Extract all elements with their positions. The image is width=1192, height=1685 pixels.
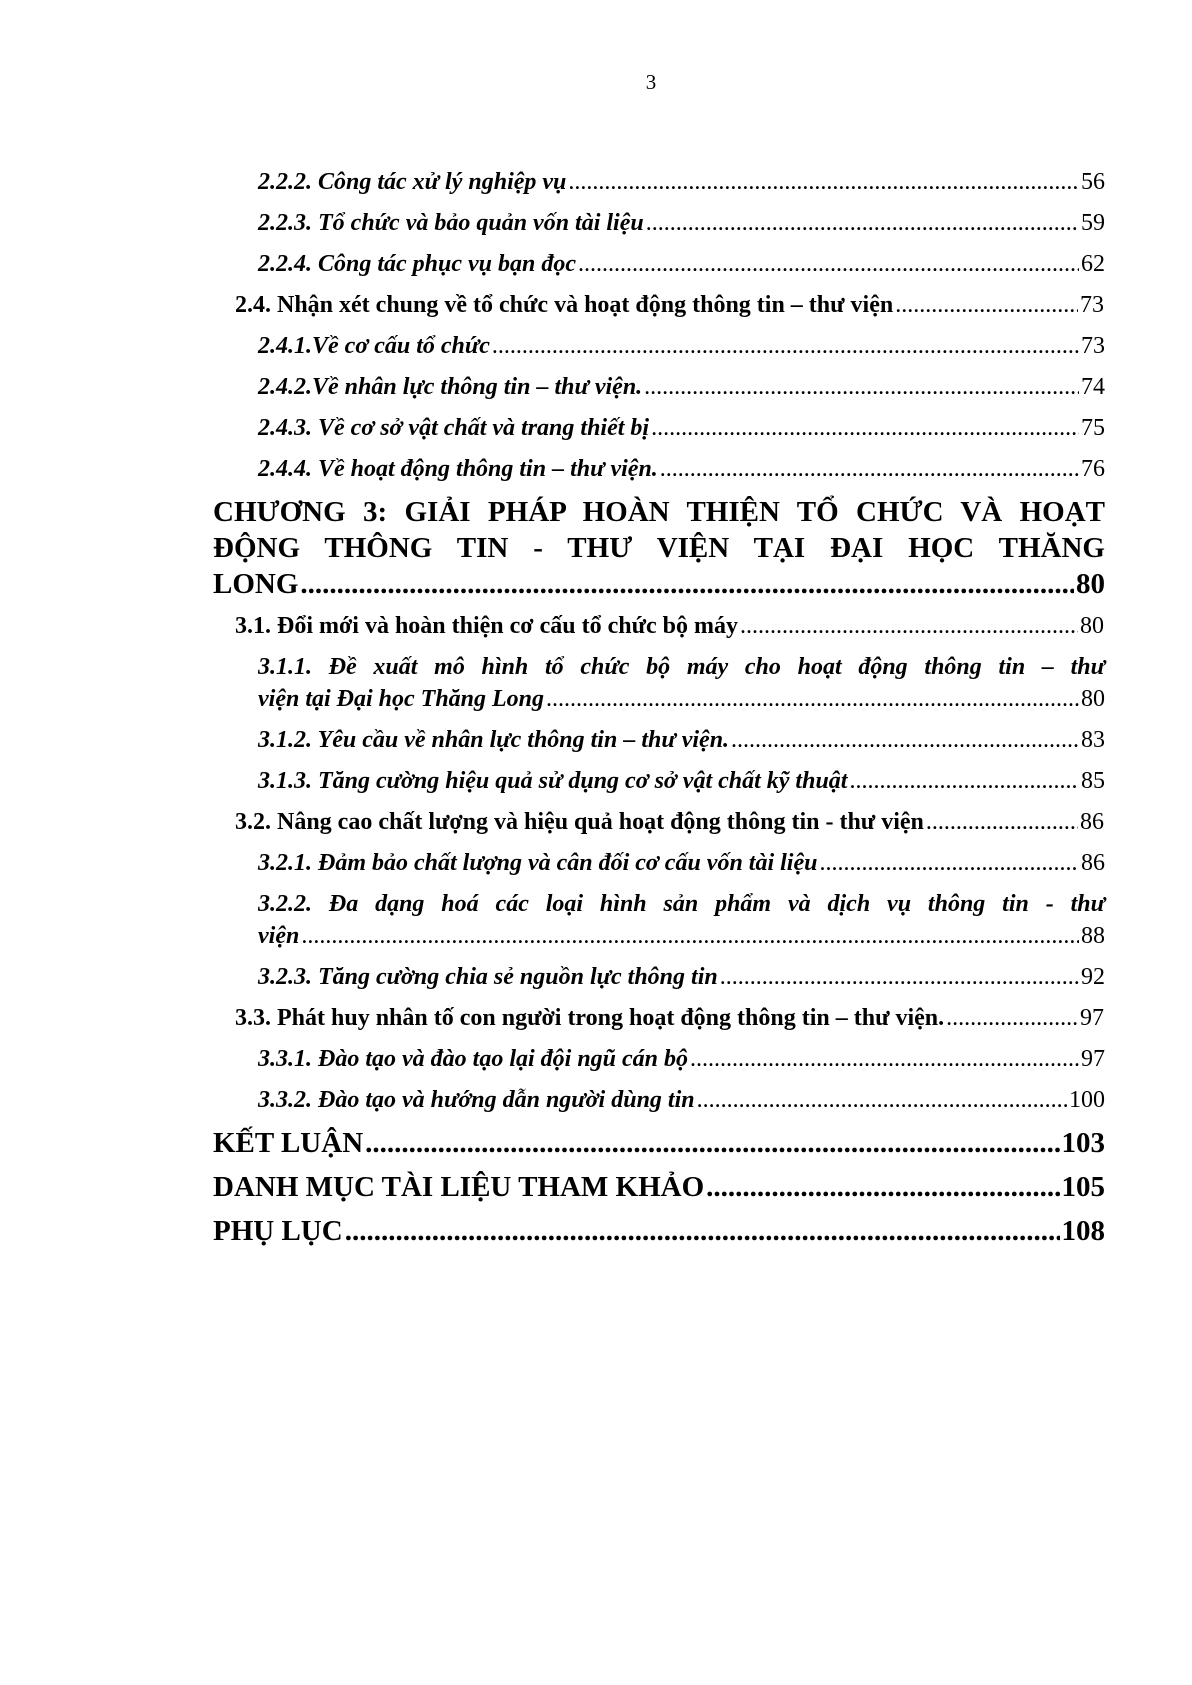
toc-entry-title: 2.4.2.Về nhân lực thông tin – thư viện. [258,374,643,400]
dot-leader [849,765,1079,797]
dot-leader [720,961,1079,993]
toc-entry-title: viện [258,923,300,949]
toc-entry-page: 56 [1081,169,1105,195]
toc-entry-page: 73 [1081,333,1105,359]
dot-leader [660,453,1079,485]
toc-entry-title: 2.4. Nhận xét chung về tổ chức và hoạt động thông tin – thư viện [235,292,894,318]
toc-entry [258,242,1105,283]
dot-leader [697,1084,1067,1116]
toc-entry-title-line: 3.2.2. Đa dạng hoá các loại hình sản phẩm và dịch vụ thông tin - thư [258,891,1105,917]
toc-entry-page: 97 [1080,1005,1104,1031]
toc-entry [258,955,1105,996]
toc-entry-page: 62 [1081,251,1105,277]
toc-entry [235,604,1104,645]
toc-entry [235,800,1104,841]
toc-entry-title: 3.3. Phát huy nhân tố con người trong hoạt động thông tin – thư viện. [235,1005,945,1031]
toc-entry [213,1163,1105,1207]
toc-entry-title: 2.2.3. Tổ chức và bảo quản vốn tài liệu [258,210,644,236]
toc-entry-page: 83 [1081,727,1105,753]
toc-entry [258,718,1105,759]
toc-entry [258,324,1105,365]
dot-leader [300,566,1074,602]
toc-entry [235,283,1104,324]
toc-entry [258,406,1105,447]
toc-entry-page: 59 [1081,210,1105,236]
toc-entry-title-line: ĐỘNG THÔNG TIN - THƯ VIỆN TẠI ĐẠI HỌC THĂNG [213,532,1105,564]
toc-entry [213,1119,1105,1163]
page-number: 3 [645,70,657,94]
dot-leader [946,1002,1078,1034]
dot-leader [895,289,1078,321]
toc-entry-page: 108 [1061,1215,1105,1247]
toc-entry-title: 3.2. Nâng cao chất lượng và hiệu quả hoạt động thông tin - thư viện [235,809,924,835]
toc-entry-page: 74 [1081,374,1105,400]
toc-entry [258,1037,1105,1078]
toc-entry [258,1078,1105,1119]
toc-entry [258,201,1105,242]
dot-leader [706,1169,1059,1205]
toc-entry-title-line: CHƯƠNG 3: GIẢI PHÁP HOÀN THIỆN TỔ CHỨC VÀ HOẠT [213,496,1105,528]
dot-leader [690,1043,1079,1075]
dot-leader [740,610,1078,642]
toc-entry [258,882,1105,955]
toc-entry-page: 75 [1081,415,1105,441]
dot-leader [301,920,1079,952]
toc-entry-page: 80 [1076,568,1105,600]
toc-entry-page: 80 [1080,613,1104,639]
toc-entry-title: 2.4.1.Về cơ cấu tổ chức [258,333,490,359]
toc-entry-page: 103 [1061,1127,1105,1159]
toc-entry-page: 86 [1080,809,1104,835]
toc-entry-title: LONG [213,568,299,600]
dot-leader [646,207,1079,239]
toc-entry-title: 3.1.3. Tăng cường hiệu quả sử dụng cơ sở vật chất kỹ thuật [258,768,848,794]
toc-entry-title: 3.2.3. Tăng cường chia sẻ nguồn lực thông tin [258,964,718,990]
toc-entry-page: 73 [1080,292,1104,318]
toc-entry-title: 3.3.1. Đào tạo và đào tạo lại đội ngũ cán bộ [258,1046,689,1072]
toc-entry-page: 76 [1081,456,1105,482]
dot-leader [345,1213,1060,1249]
dot-leader [578,248,1079,280]
toc-entry [258,365,1105,406]
toc-entry-title: DANH MỤC TÀI LIỆU THAM KHẢO [213,1171,705,1203]
table-of-contents [0,160,1192,1251]
toc-entry-title: 3.1. Đổi mới và hoàn thiện cơ cấu tổ chức bộ máy [235,613,738,639]
dot-leader [546,683,1079,715]
toc-entry [258,841,1105,882]
dot-leader [644,371,1079,403]
toc-entry-title: 3.3.2. Đào tạo và hướng dẫn người dùng tin [258,1087,695,1113]
dot-leader [731,724,1079,756]
dot-leader [492,330,1079,362]
dot-leader [651,412,1079,444]
dot-leader [365,1125,1059,1161]
toc-entry-page: 97 [1081,1046,1105,1072]
toc-entry-page: 100 [1069,1087,1105,1113]
toc-entry-title: 2.2.2. Công tác xử lý nghiệp vụ [258,169,567,195]
dot-leader [568,166,1079,198]
toc-entry [235,996,1104,1037]
toc-entry [258,645,1105,718]
toc-entry [258,160,1105,201]
toc-entry-page: 85 [1081,768,1105,794]
toc-entry-title: viện tại Đại học Thăng Long [258,686,545,712]
toc-entry-title: 2.4.4. Về hoạt động thông tin – thư viện. [258,456,658,482]
toc-entry [213,1207,1105,1251]
toc-entry-title: PHỤ LỤC [213,1215,343,1247]
toc-entry-title: 2.2.4. Công tác phục vụ bạn đọc [258,251,577,277]
toc-entry-title-line: 3.1.1. Đề xuất mô hình tổ chức bộ máy cho hoạt động thông tin – thư [258,654,1105,680]
toc-entry [258,447,1105,488]
toc-entry-title: 2.4.3. Về cơ sở vật chất và trang thiết bị [258,415,650,441]
dot-leader [819,847,1079,879]
toc-entry-page: 88 [1081,923,1105,949]
toc-entry-page: 80 [1081,686,1105,712]
toc-entry-page: 86 [1081,850,1105,876]
toc-entry [258,759,1105,800]
toc-entry-title: KẾT LUẬN [213,1127,364,1159]
toc-entry-title: 3.2.1. Đảm bảo chất lượng và cân đối cơ cấu vốn tài liệu [258,850,818,876]
toc-entry-page: 92 [1081,964,1105,990]
toc-entry-title: 3.1.2. Yêu cầu về nhân lực thông tin – thư viện. [258,727,730,753]
toc-entry [213,488,1105,604]
dot-leader [926,806,1078,838]
toc-entry-page: 105 [1061,1171,1105,1203]
